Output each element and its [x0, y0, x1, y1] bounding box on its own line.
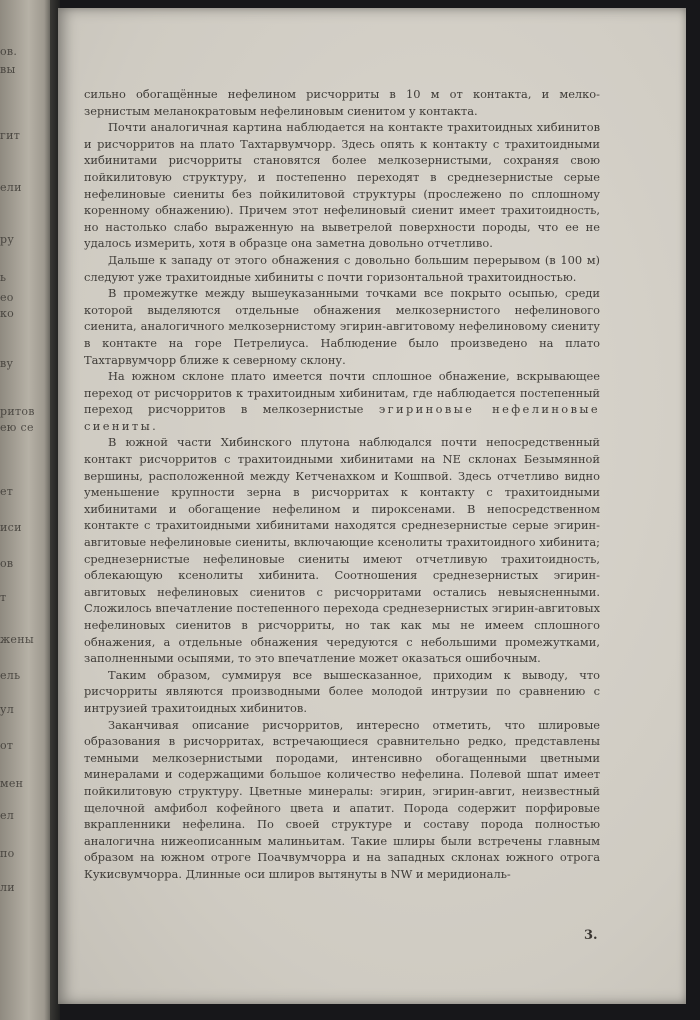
- left-page-fragment: ов: [0, 557, 14, 570]
- left-page-fragment: ею се: [0, 421, 34, 434]
- body-text: [84, 86, 600, 883]
- paragraph: Почти аналогичная картина наблюдается на контакте трахитоидных хибинитов и рисчорритов на плато Тахтарвумчорр. Здесь опять к контакту с трахитоидными хибинитами рисчорриты становятся более мелкозернистыми, сохраняя свою пойкилитовую структуру, и постепенно переходят в среднезернистые серые нефелиновые сиениты без пойкилитовой структуры (прослежено по сплошному коренному обнажению). Причем этот нефелиновый сиенит имеет трахитоидность, но настолько слабо выраженную на выветрелой поверхности породы, что ее не удалось измерить, хотя в образце она заметна довольно отчетливо.: [84, 120, 600, 251]
- left-page-fragment: ов.: [0, 45, 18, 58]
- left-facing-page: [0, 0, 52, 1020]
- left-page-fragment: ву: [0, 357, 14, 370]
- paragraph: Дальше к западу от этого обнажения с довольно большим перерывом (в 100 м) следуют уже трахитоидные хибиниты с почти горизонтальной трахитоидностью.: [84, 252, 600, 284]
- left-page-fragment: от: [0, 739, 14, 752]
- spaced-phrase: эгириновые нефелиновые сиениты.: [84, 402, 600, 433]
- left-page-fragment: ел: [0, 809, 15, 822]
- paragraph-text: На южном склоне плато имеется почти сплошное обнажение, вскрывающее переход от рисчорритов к трахитоидным хибинитам, где наблюдается постепенный переход рисчорритов в мелкозернистые: [84, 369, 600, 417]
- paragraph: Таким образом, суммируя все вышесказанное, приходим к выводу, что рисчорриты являются производными более молодой интрузии по сравнению с интрузией трахитоидных хибинитов.: [84, 667, 600, 715]
- left-page-fragment: ко: [0, 307, 15, 320]
- paragraph: [84, 368, 600, 434]
- left-page-fragment: ео: [0, 291, 14, 304]
- left-page-fragment: по: [0, 847, 15, 860]
- left-page-fragment: ли: [0, 881, 15, 894]
- left-page-fragment: ритов: [0, 405, 35, 418]
- paragraph: Заканчивая описание рисчорритов, интересно отметить, что шлировые образования в рисчорритах, встречающиеся сравнительно редко, представлены темными мелкозернистыми породами, интенсивно обогащенными цветными минералами и содержащими большое количество нефелина. Полевой шпат имеет пойкилитовую структуру. Цветные минералы: эгирин, эгирин-авгит, неизвестный щелочной амфибол кофейного цвета и апатит. Порода содержит порфировые вкрапленники нефелина. По своей структуре и составу порода полностью аналогична нижеописанным малиньитам. Такие шлиры были встречены главным образом на южном отроге Поачвумчорра и на западных склонах южного отрога Кукисвумчорра. Длинные оси шлиров вытянуты в NW и меридиональ-: [84, 717, 600, 881]
- left-page-fragment: ет: [0, 485, 14, 498]
- book-page: [58, 8, 686, 1004]
- left-page-fragment: иси: [0, 521, 22, 534]
- left-page-fragment: ь: [0, 271, 7, 284]
- paragraph: В южной части Хибинского плутона наблюдался почти непосредственный контакт рисчорритов с трахитоидными хибинитами на NE склонах Безымянной вершины, расположенной между Кетченахком и Кошпвой. Здесь отчетливо видно уменьшение крупности зерна в рисчорритах к контакту с трахитоидными хибинитами и обогащение нефелином и пироксенами. В непосредственном контакте с трахитоидными хибинитами находятся среднезернистые серые эгирин-авгитовые нефелиновые сиениты, включающие ксенолиты трахитоидного хибинита; среднезернистые нефелиновые сиениты имеют отчетливую трахитоидность, облекающую ксенолиты хибинита. Соотношения среднезернистых эгирин-авгитовых нефелиновых сиенитов с рисчорритами остались невыясненными. Сложилось впечатление постепенного перехода среднезернистых эгирин-авгитовых нефелиновых сиенитов в рисчорриты, но так как мы не имеем сплошного обнажения, а отдельные обнажения чередуются с небольшими промежутками, заполненными осыпями, то это впечатление может оказаться ошибочным.: [84, 435, 600, 666]
- paragraph: сильно обогащённые нефелином рисчорриты в 10 м от контакта, и мелко-зернистым меланократовым нефелиновым сиенитом у контакта.: [84, 87, 600, 118]
- paragraph: В промежутке между вышеуказанными точками все покрыто осыпью, среди которой выделяются отдельные обнажения мелкозернистого нефелинового сиенита, аналогичного мелкозернистому эгирин-авгитовому нефелиновому сиениту в контакте на горе Петрелиуса. Наблюдение было произведено на плато Тахтарвумчорр ближе к северному склону.: [84, 286, 600, 367]
- page-number: 3.: [584, 928, 598, 943]
- left-page-fragment: ру: [0, 233, 15, 246]
- left-page-fragment: т: [0, 591, 7, 604]
- left-page-fragment: ул: [0, 703, 15, 716]
- left-page-fragment: мен: [0, 777, 24, 790]
- left-page-fragment: гит: [0, 129, 21, 142]
- left-page-fragment: ель: [0, 669, 21, 682]
- left-page-fragment: ели: [0, 181, 22, 194]
- left-page-fragment: жены: [0, 633, 34, 646]
- left-page-fragment: вы: [0, 63, 16, 76]
